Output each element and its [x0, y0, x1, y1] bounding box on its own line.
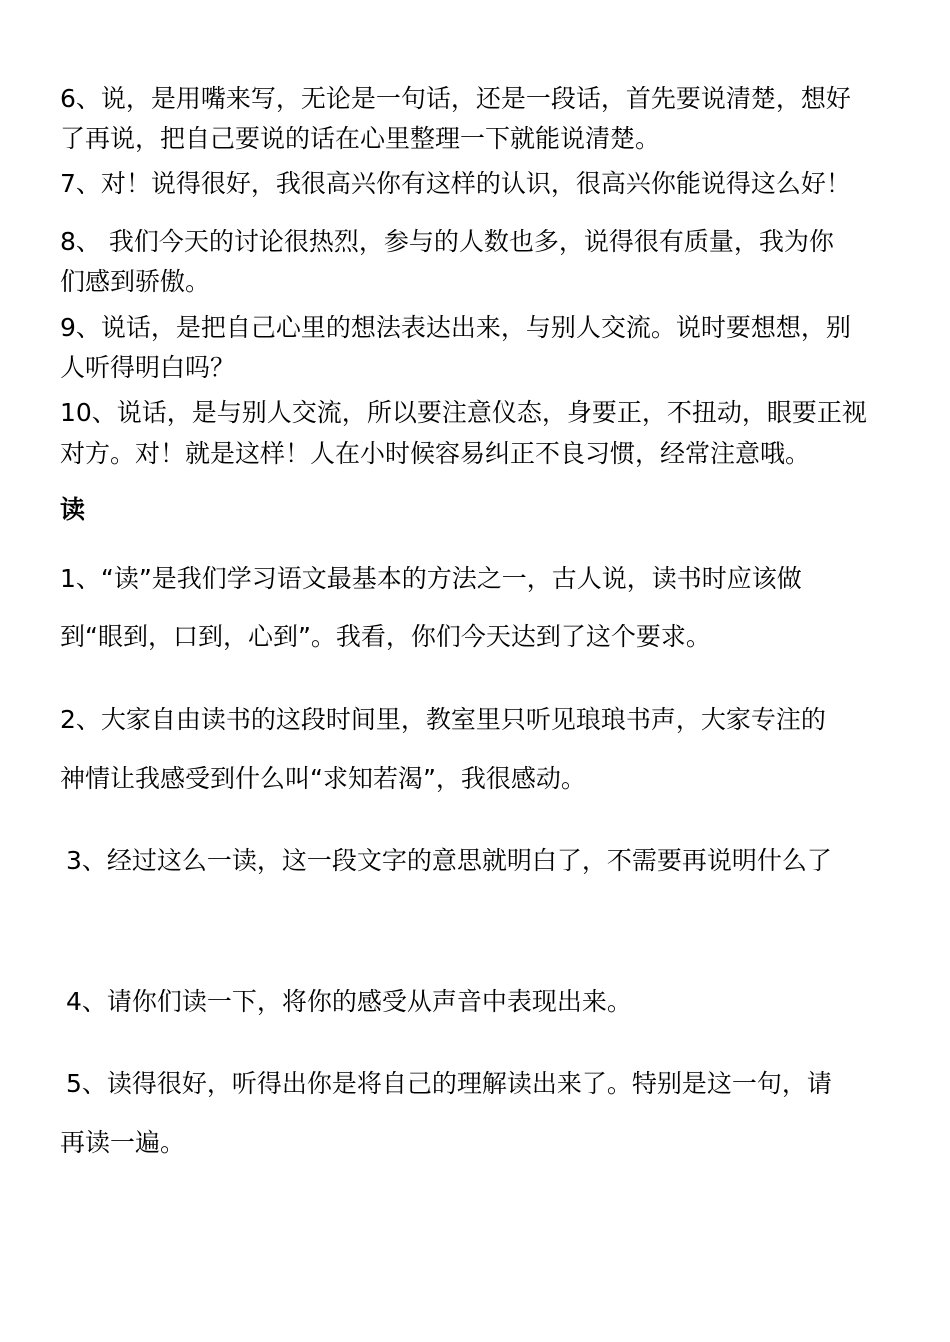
read-item-5-line-2: 再读一遍。 — [60, 1128, 186, 1157]
paragraph-6-line-1: 6、说，是用嘴来写，无论是一句话，还是一段话，首先要说清楚，想好 — [60, 84, 851, 113]
read-item-2-line-2: 神情让我感受到什么叫“求知若渴”，我很感动。 — [60, 764, 586, 793]
read-item-1-line-1: 1、“读”是我们学习语文最基本的方法之一，古人说，读书时应该做 — [60, 564, 802, 593]
paragraph-6-line-2: 了再说，把自己要说的话在心里整理一下就能说清楚。 — [60, 124, 661, 153]
read-item-4-line-1: 4、请你们读一下，将你的感受从声音中表现出来。 — [66, 987, 632, 1016]
paragraph-8-line-2: 们感到骄傲。 — [60, 267, 211, 296]
read-item-5-line-1: 5、读得很好，听得出你是将自己的理解读出来了。特别是这一句，请 — [66, 1069, 832, 1098]
paragraph-9-line-2: 人听得明白吗？ — [60, 353, 236, 382]
section-heading-read: 读 — [60, 495, 86, 524]
read-item-3-line-1: 3、经过这么一读，这一段文字的意思就明白了，不需要再说明什么了 — [66, 846, 832, 875]
paragraph-10-line-1: 10、说话，是与别人交流，所以要注意仪态，身要正，不扭动，眼要正视 — [60, 398, 867, 427]
read-item-2-line-1: 2、大家自由读书的这段时间里，教室里只听见琅琅书声，大家专注的 — [60, 705, 826, 734]
read-item-1-line-2: 到“眼到，口到，心到”。我看，你们今天达到了这个要求。 — [60, 622, 711, 651]
paragraph-8-line-1: 8、 我们今天的讨论很热烈，参与的人数也多，说得很有质量，我为你 — [60, 227, 834, 256]
paragraph-10-line-2: 对方。对！就是这样！人在小时候容易纠正不良习惯，经常注意哦。 — [60, 439, 811, 468]
paragraph-9-line-1: 9、说话，是把自己心里的想法表达出来，与别人交流。说时要想想，别 — [60, 313, 851, 342]
paragraph-7-line-1: 7、对！说得很好，我很高兴你有这样的认识，很高兴你能说得这么好！ — [60, 169, 851, 198]
